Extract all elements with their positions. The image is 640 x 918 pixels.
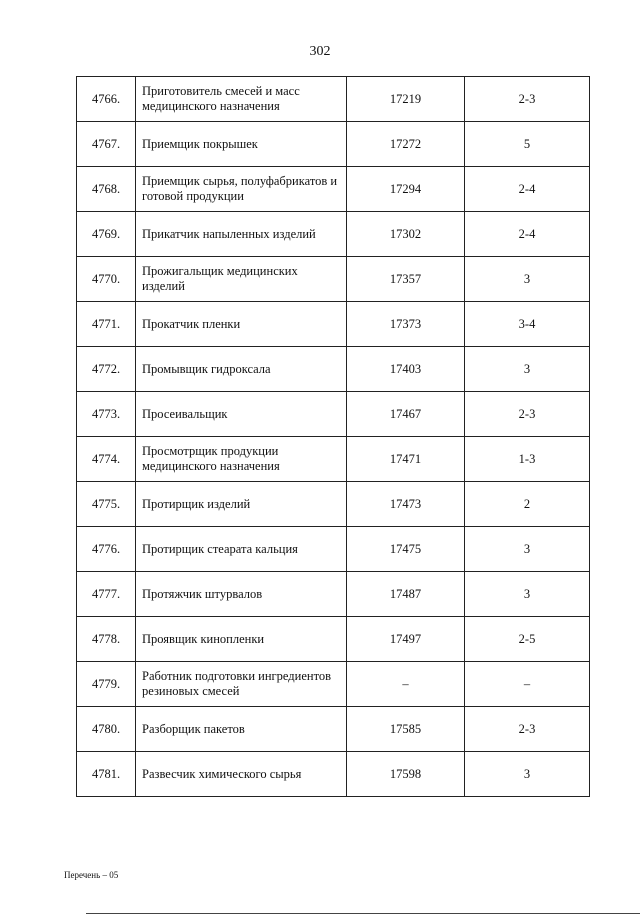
row-number: 4771. [77, 302, 136, 347]
row-number: 4777. [77, 572, 136, 617]
profession-code: 17294 [347, 167, 465, 212]
row-number: 4778. [77, 617, 136, 662]
row-number: 4776. [77, 527, 136, 572]
table-row [77, 167, 590, 212]
profession-code: 17467 [347, 392, 465, 437]
profession-name: Работник подготовки ингредиентов резиновых смесей [136, 662, 347, 707]
grade-range: 3 [465, 347, 590, 392]
profession-code: – [347, 662, 465, 707]
row-number: 4779. [77, 662, 136, 707]
grade-range: 3 [465, 572, 590, 617]
profession-code: 17373 [347, 302, 465, 347]
table-row [77, 437, 590, 482]
grade-range: 3-4 [465, 302, 590, 347]
profession-code: 17475 [347, 527, 465, 572]
table-row [77, 752, 590, 797]
row-number: 4769. [77, 212, 136, 257]
profession-name: Разборщик пакетов [136, 707, 347, 752]
grade-range: 2-3 [465, 707, 590, 752]
profession-name: Развесчик химического сырья [136, 752, 347, 797]
table-row [77, 707, 590, 752]
row-number: 4781. [77, 752, 136, 797]
grade-range: 3 [465, 257, 590, 302]
table-row [77, 257, 590, 302]
grade-range: 3 [465, 527, 590, 572]
table-row [77, 617, 590, 662]
table-row [77, 347, 590, 392]
table-row [77, 122, 590, 167]
profession-code: 17471 [347, 437, 465, 482]
grade-range: 2-3 [465, 77, 590, 122]
row-number: 4780. [77, 707, 136, 752]
table-row [77, 302, 590, 347]
profession-code: 17403 [347, 347, 465, 392]
row-number: 4775. [77, 482, 136, 527]
table-row [77, 527, 590, 572]
grade-range: 2-4 [465, 167, 590, 212]
row-number: 4772. [77, 347, 136, 392]
grade-range: 1-3 [465, 437, 590, 482]
profession-name: Прокатчик пленки [136, 302, 347, 347]
page-number: 302 [309, 44, 331, 59]
profession-code: 17585 [347, 707, 465, 752]
profession-name: Протяжчик штурвалов [136, 572, 347, 617]
profession-code: 17272 [347, 122, 465, 167]
profession-name: Протирщик изделий [136, 482, 347, 527]
profession-name: Приемщик покрышек [136, 122, 347, 167]
table-row [77, 662, 590, 707]
grade-range: – [465, 662, 590, 707]
profession-name: Прикатчик напыленных изделий [136, 212, 347, 257]
page-edge-divider [86, 913, 640, 914]
profession-code: 17219 [347, 77, 465, 122]
grade-range: 2-5 [465, 617, 590, 662]
profession-name: Проявщик кинопленки [136, 617, 347, 662]
profession-name: Прожигальщик медицинских изделий [136, 257, 347, 302]
profession-code: 17497 [347, 617, 465, 662]
table-row [77, 482, 590, 527]
row-number: 4773. [77, 392, 136, 437]
profession-code: 17473 [347, 482, 465, 527]
profession-name: Промывщик гидроксала [136, 347, 347, 392]
row-number: 4767. [77, 122, 136, 167]
profession-code: 17598 [347, 752, 465, 797]
profession-code: 17357 [347, 257, 465, 302]
table-row [77, 392, 590, 437]
row-number: 4774. [77, 437, 136, 482]
row-number: 4770. [77, 257, 136, 302]
row-number: 4768. [77, 167, 136, 212]
footer-label: Перечень – 05 [64, 870, 119, 880]
grade-range: 2-3 [465, 392, 590, 437]
grade-range: 2-4 [465, 212, 590, 257]
grade-range: 3 [465, 752, 590, 797]
row-number: 4766. [77, 77, 136, 122]
profession-name: Протирщик стеарата кальция [136, 527, 347, 572]
profession-code: 17487 [347, 572, 465, 617]
professions-table [76, 76, 590, 797]
profession-name: Просеивальщик [136, 392, 347, 437]
profession-name: Приготовитель смесей и масс медицинского назначения [136, 77, 347, 122]
profession-name: Просмотрщик продукции медицинского назначения [136, 437, 347, 482]
profession-name: Приемщик сырья, полуфабрикатов и готовой продукции [136, 167, 347, 212]
grade-range: 2 [465, 482, 590, 527]
profession-code: 17302 [347, 212, 465, 257]
table-row [77, 212, 590, 257]
table-row [77, 572, 590, 617]
grade-range: 5 [465, 122, 590, 167]
table-row [77, 77, 590, 122]
